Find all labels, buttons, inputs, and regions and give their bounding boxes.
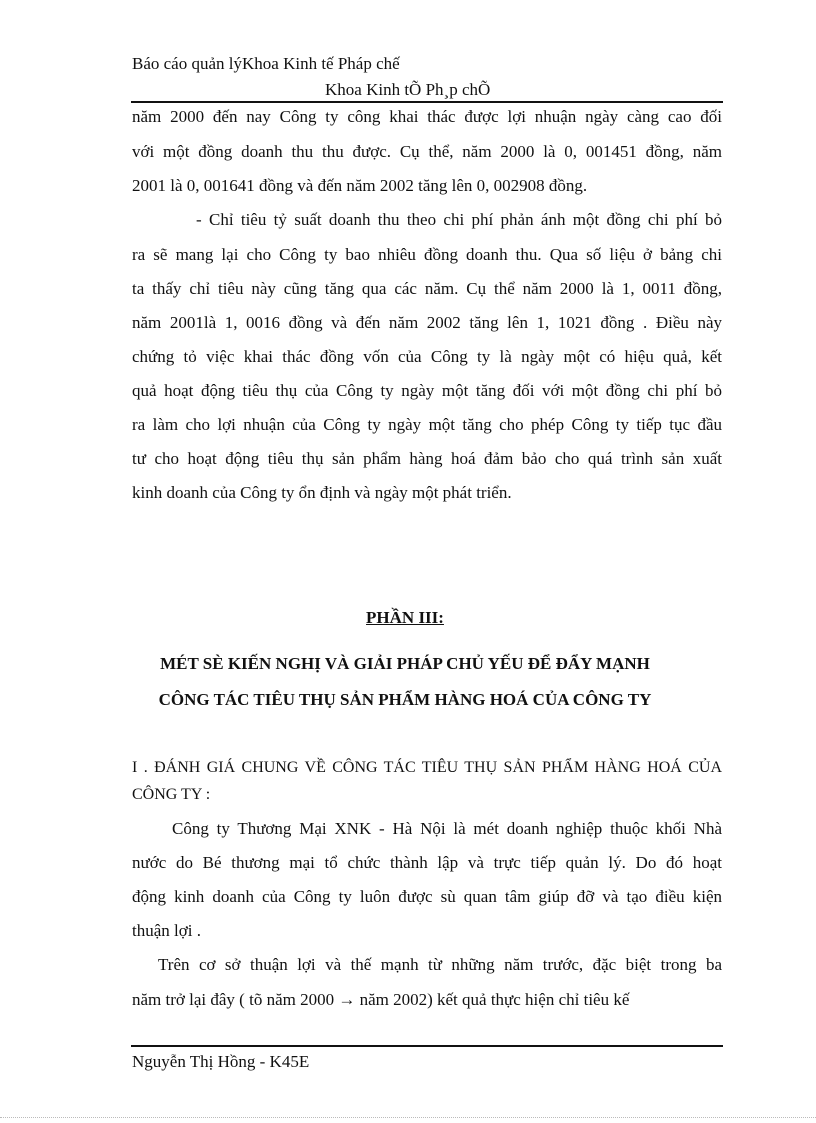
text-line: nước do Bé thương mại tổ chức thành lập và trực tiếp quản lý. Do đó hoạt (132, 853, 722, 872)
part-heading-line: CÔNG TÁC TIÊU THỤ SẢN PHẨM HÀNG HOÁ CỦA CÔNG TY (158, 690, 652, 709)
text-line: Trên cơ sở thuận lợi và thế mạnh từ những năm trước, đặc biệt trong ba (158, 955, 722, 974)
section-heading: CÔNG TY : (132, 786, 211, 803)
text-line: tư cho hoạt động tiêu thụ sản phẩm hàng hoá đảm bảo cho quá trình sản xuất (132, 449, 722, 468)
footer-author: Nguyễn Thị Hồng - K45E (132, 1052, 310, 1071)
page-edge (0, 1117, 816, 1118)
text-line: với một đồng doanh thu thu được. Cụ thể, năm 2000 là 0, 001451 đồng, năm (132, 142, 722, 161)
section-heading: I . ĐÁNH GIÁ CHUNG VỀ CÔNG TÁC TIÊU THỤ SẢN PHẨM HÀNG HOÁ CỦA (132, 759, 722, 776)
text-line: 2001 là 0, 001641 đồng và đến năm 2002 tăng lên 0, 002908 đồng. (132, 176, 588, 195)
text-line: quả hoạt động tiêu thụ của Công ty ngày một tăng đối với một đồng chi phí bỏ (132, 381, 722, 400)
text-line: Công ty Thương Mại XNK - Hà Nội là mét doanh nghiệp thuộc khối Nhà (172, 819, 722, 838)
header-subtitle: Khoa Kinh tÕ Ph¸p chÕ (325, 80, 491, 99)
text-line: động kinh doanh của Công ty luôn được sù quan tâm giúp đỡ và tạo điều kiện (132, 887, 722, 906)
text-line: thuận lợi . (132, 921, 201, 940)
part-heading-line: MÉT SÈ KIẾN NGHỊ VÀ GIẢI PHÁP CHỦ YẾU ĐỂ ĐẨY MẠNH (160, 654, 650, 673)
text-line: năm 2000 đến nay Công ty công khai thác được lợi nhuận ngày càng cao đối (132, 107, 722, 126)
text-line: ra sẽ mang lại cho Công ty bao nhiêu đồng doanh thu. Qua số liệu ở bảng chi (132, 245, 722, 264)
text-line: năm 2001là 1, 0016 đồng và đến năm 2002 tăng lên 1, 1021 đồng . Điều này (132, 313, 722, 332)
text-line: - Chỉ tiêu tỷ suất doanh thu theo chi phí phản ánh một đồng chi phí bỏ (196, 210, 722, 229)
text-line: ra làm cho lợi nhuận của Công ty ngày một tăng cho phép Công ty tiếp tục đầu (132, 415, 722, 434)
text-line: chứng tỏ việc khai thác đồng vốn của Công ty là ngày một có hiệu quả, kết (132, 347, 722, 366)
text-line: kinh doanh của Công ty ổn định và ngày một phát triển. (132, 483, 512, 502)
header-title: Báo cáo quản lýKhoa Kinh tế Pháp chế (132, 54, 400, 73)
footer-rule (131, 1045, 723, 1047)
text-line: năm trở lại đây ( tõ năm 2000 → năm 2002) kết quả thực hiện chỉ tiêu kế (132, 990, 630, 1009)
text-line: ta thấy chỉ tiêu này cũng tăng qua các năm. Cụ thể năm 2000 là 1, 0011 đồng, (132, 279, 722, 298)
part-title: PHẦN III: (366, 608, 444, 627)
header-rule (131, 101, 723, 103)
